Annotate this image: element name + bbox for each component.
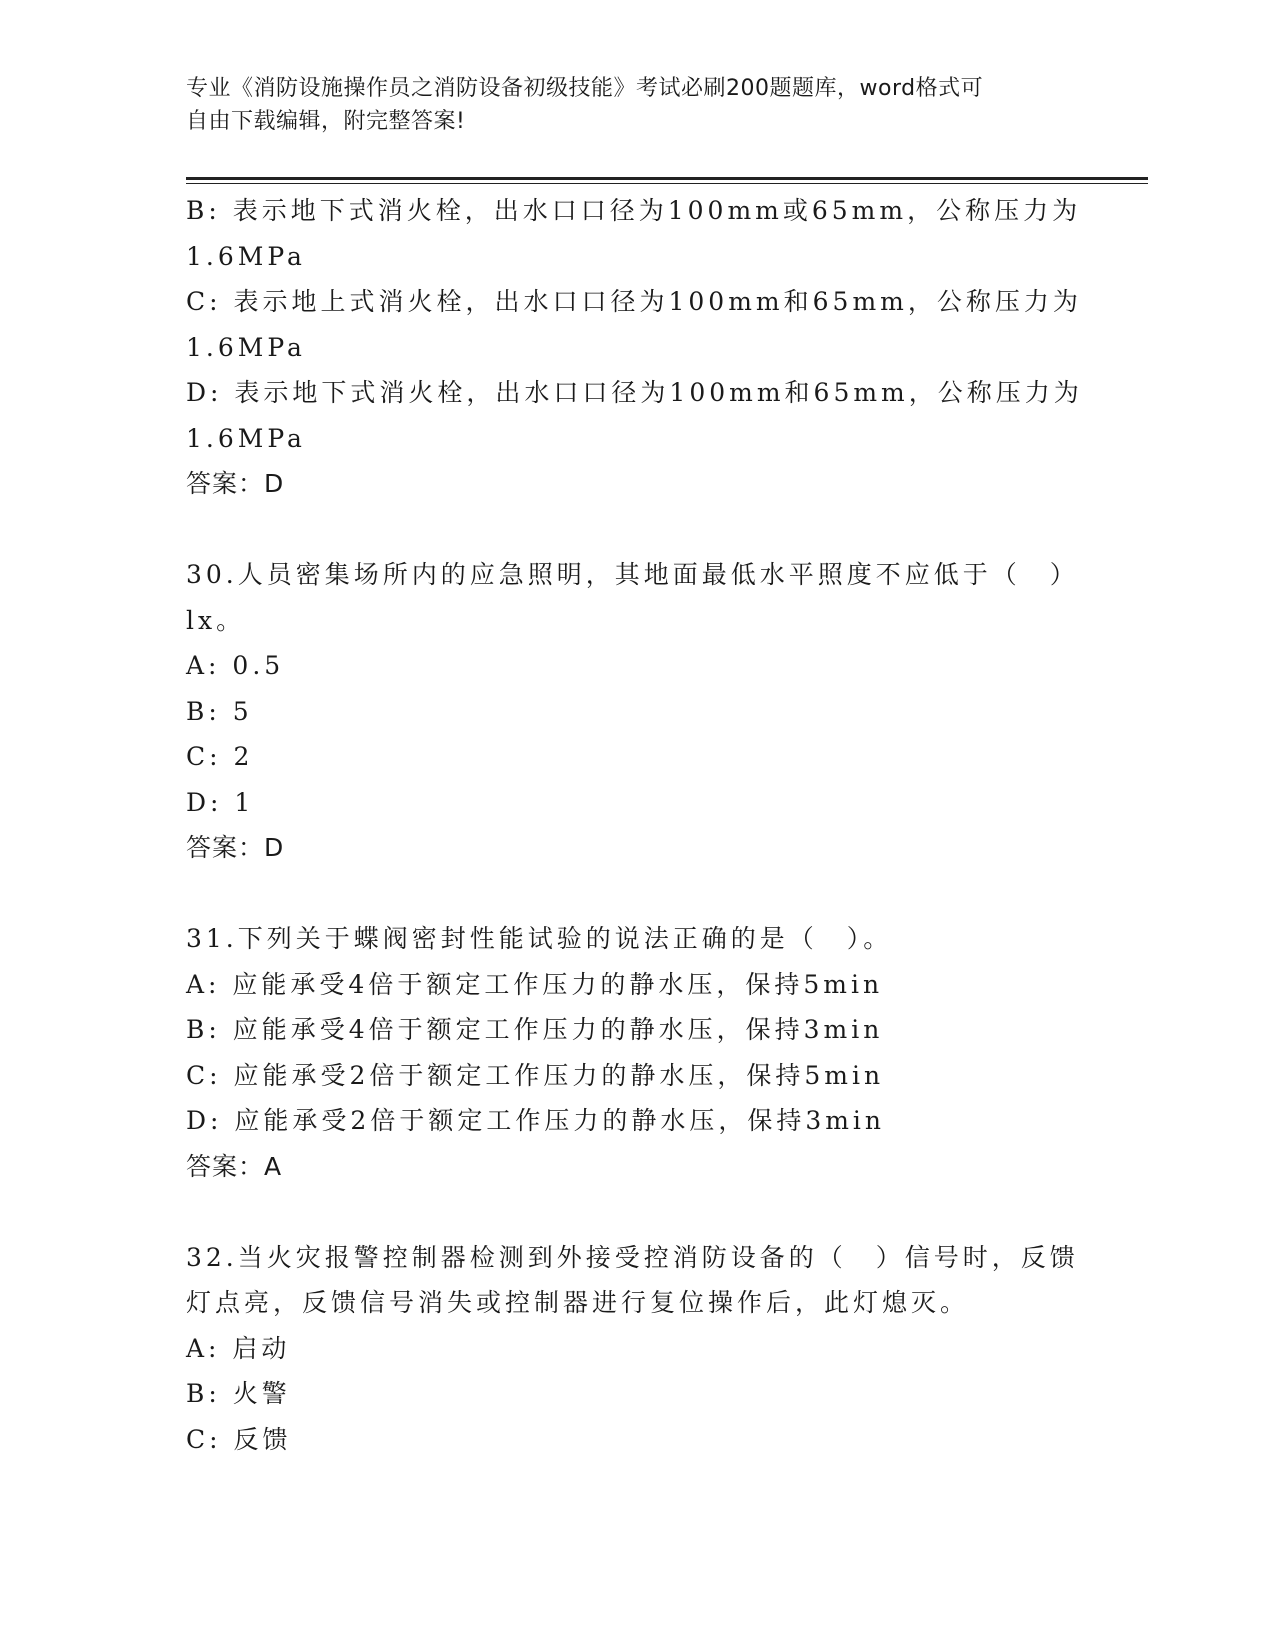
question-stem: 30.人员密集场所内的应急照明，其地面最低水平照度不应低于（ ） [186,560,1079,589]
question-stem: 32.当火灾报警控制器检测到外接受控消防设备的（ ）信号时，反馈 [186,1242,1079,1272]
option-d: D: 应能承受2倍于额定工作压力的静水压，保持3min [186,1106,886,1135]
question-stem: 31.下列关于蝶阀密封性能试验的说法正确的是（ ）。 [186,924,893,953]
answer: 答案：A [186,1151,283,1181]
option-c: C: 2 [186,742,254,771]
spacer [186,507,1066,553]
option-b: B: 表示地下式消火栓，出水口口径为100mm或65mm，公称压力为 [186,196,1082,225]
option-a: A: 0.5 [186,651,285,680]
option-b: B: 应能承受4倍于额定工作压力的静水压，保持3min [186,1015,884,1044]
header-divider-thick [186,177,1148,180]
option-c-continued: 1.6MPa [186,332,306,362]
spacer [186,1189,1066,1235]
option-d: D: 1 [186,787,255,817]
option-a: A: 应能承受4倍于额定工作压力的静水压，保持5min [186,969,884,999]
header-title-line-1: 专业《消防设施操作员之消防设备初级技能》考试必刷200题题库，word格式可 [186,76,984,101]
question-stem-continued: lx。 [186,605,246,635]
option-b: B: 火警 [186,1379,291,1408]
option-c: C: 表示地上式消火栓，出水口口径为100mm和65mm，公称压力为 [186,287,1082,316]
question-stem-continued: 灯点亮，反馈信号消失或控制器进行复位操作后，此灯熄灭。 [186,1288,970,1317]
option-a: A: 启动 [186,1333,291,1363]
option-b-continued: 1.6MPa [186,241,306,271]
option-d-continued: 1.6MPa [186,423,306,453]
option-c: C: 反馈 [186,1424,292,1454]
question-32 [186,1235,1079,1463]
spacer [186,871,1066,917]
option-c: C: 应能承受2倍于额定工作压力的静水压，保持5min [186,1060,885,1090]
answer: 答案：D [186,469,285,498]
document-header [186,72,1066,138]
question-29 [186,188,1083,507]
answer: 答案：D [186,833,285,862]
option-d: D: 表示地下式消火栓，出水口口径为100mm和65mm，公称压力为 [186,378,1083,407]
question-list [186,188,1083,1462]
question-31 [186,916,1066,1189]
header-title-line-2: 自由下载编辑，附完整答案! [186,109,466,134]
header-divider-thin [186,183,1148,184]
question-30 [186,552,1079,871]
option-b: B: 5 [186,696,253,726]
